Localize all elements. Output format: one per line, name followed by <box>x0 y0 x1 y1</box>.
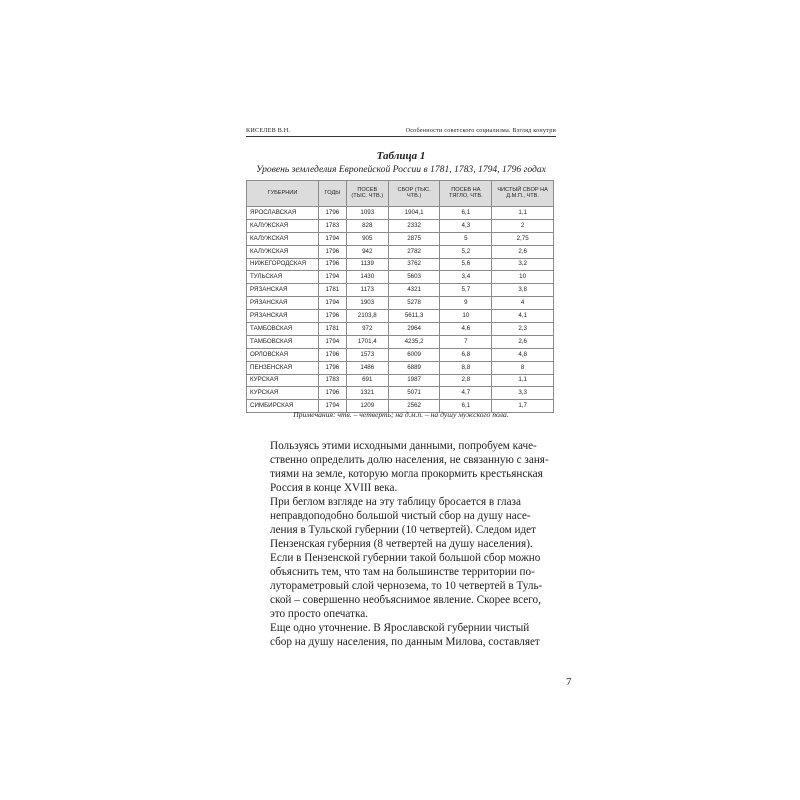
value-cell: 4,8 <box>492 348 554 361</box>
region-cell: НИЖЕГОРОДСКАЯ <box>247 258 319 271</box>
value-cell: 2,75 <box>492 232 554 245</box>
value-cell: 2 <box>492 219 554 232</box>
table-row <box>247 335 554 348</box>
table-row <box>247 297 554 310</box>
value-cell: 1794 <box>318 232 346 245</box>
value-cell: 2103,8 <box>346 310 388 323</box>
region-cell: РЯЗАНСКАЯ <box>247 297 319 310</box>
column-header: СБОР (ТЫС. ЧТВ.) <box>388 181 440 207</box>
value-cell: 2332 <box>388 219 440 232</box>
region-cell: ОРЛОВСКАЯ <box>247 348 319 361</box>
value-cell: 10 <box>440 310 492 323</box>
region-cell: СИМБИРСКАЯ <box>247 400 319 413</box>
value-cell: 905 <box>346 232 388 245</box>
value-cell: 1,1 <box>492 374 554 387</box>
table-row <box>247 258 554 271</box>
value-cell: 972 <box>346 323 388 336</box>
value-cell: 6,8 <box>440 348 492 361</box>
value-cell: 1486 <box>346 361 388 374</box>
value-cell: 1794 <box>318 297 346 310</box>
text-line: Еще одно уточнение. В Ярославской губернии чистый <box>270 622 530 634</box>
value-cell: 1093 <box>346 207 388 220</box>
value-cell: 1904,1 <box>388 207 440 220</box>
value-cell: 1,1 <box>492 207 554 220</box>
value-cell: 4 <box>492 297 554 310</box>
value-cell: 1321 <box>346 387 388 400</box>
value-cell: 1796 <box>318 258 346 271</box>
value-cell: 5 <box>440 232 492 245</box>
value-cell: 2,6 <box>492 335 554 348</box>
value-cell: 3762 <box>388 258 440 271</box>
table-row <box>247 387 554 400</box>
value-cell: 4,3 <box>440 219 492 232</box>
value-cell: 1781 <box>318 323 346 336</box>
value-cell: 1139 <box>346 258 388 271</box>
text-line: Пользуясь этими исходными данными, попробуем каче- <box>270 440 537 452</box>
value-cell: 1783 <box>318 374 346 387</box>
text-line: неправдоподобно большой чистый сбор на душу насе- <box>270 510 531 522</box>
header-author: КИСЕЛЕВ В.Н. <box>246 127 291 134</box>
value-cell: 4,7 <box>440 387 492 400</box>
text-line: Если в Пензенской губернии такой большой сбор можно <box>270 552 541 564</box>
region-cell: РЯЗАНСКАЯ <box>247 310 319 323</box>
column-header: ГОДЫ <box>318 181 346 207</box>
value-cell: 1209 <box>346 400 388 413</box>
value-cell: 6889 <box>388 361 440 374</box>
region-cell: ТАМБОВСКАЯ <box>247 323 319 336</box>
table-header-row <box>247 181 554 207</box>
value-cell: 1573 <box>346 348 388 361</box>
text-line: Пензенская губерния (8 четвертей на душу населения). <box>270 538 533 550</box>
value-cell: 5071 <box>388 387 440 400</box>
value-cell: 5,6 <box>440 258 492 271</box>
value-cell: 1796 <box>318 348 346 361</box>
value-cell: 691 <box>346 374 388 387</box>
value-cell: 1173 <box>346 284 388 297</box>
value-cell: 1987 <box>388 374 440 387</box>
value-cell: 3,2 <box>492 258 554 271</box>
value-cell: 3,4 <box>440 271 492 284</box>
value-cell: 4,6 <box>440 323 492 336</box>
value-cell: 5603 <box>388 271 440 284</box>
table-row <box>247 271 554 284</box>
body-paragraph <box>259 439 549 495</box>
region-cell: РЯЗАНСКАЯ <box>247 284 319 297</box>
value-cell: 2964 <box>388 323 440 336</box>
value-cell: 6009 <box>388 348 440 361</box>
region-cell: ЯРОСЛАВСКАЯ <box>247 207 319 220</box>
value-cell: 828 <box>346 219 388 232</box>
value-cell: 1796 <box>318 387 346 400</box>
value-cell: 2782 <box>388 245 440 258</box>
value-cell: 2,6 <box>492 245 554 258</box>
table-row <box>247 219 554 232</box>
table-row <box>247 310 554 323</box>
text-line: объяснить тем, что там на большинстве территории по- <box>270 566 535 578</box>
column-header: ЧИСТЫЙ СБОР НА Д.М.П., ЧТВ. <box>492 181 554 207</box>
agriculture-table <box>246 180 554 413</box>
region-cell: ТУЛЬСКАЯ <box>247 271 319 284</box>
value-cell: 1794 <box>318 271 346 284</box>
value-cell: 1794 <box>318 400 346 413</box>
value-cell: 2,8 <box>440 374 492 387</box>
value-cell: 10 <box>492 271 554 284</box>
table-body <box>247 207 554 413</box>
value-cell: 9 <box>440 297 492 310</box>
value-cell: 8 <box>492 361 554 374</box>
value-cell: 7 <box>440 335 492 348</box>
value-cell: 1430 <box>346 271 388 284</box>
running-header <box>246 127 556 137</box>
column-header: ГУБЕРНИИ <box>247 181 319 207</box>
text-line: это просто опечатка. <box>270 608 368 620</box>
text-line: лутораметровый слой чернозема, то 10 четвертей в Туль- <box>270 580 543 592</box>
region-cell: КУРСКАЯ <box>247 374 319 387</box>
header-running-title: Особенности советского социализма. Взгляд конутри <box>405 127 556 134</box>
table-row <box>247 232 554 245</box>
page-number: 7 <box>566 676 572 688</box>
value-cell: 1796 <box>318 310 346 323</box>
text-line: тиями на земле, которую могла прокормить крестьянская <box>270 468 543 480</box>
value-cell: 8,8 <box>440 361 492 374</box>
value-cell: 2875 <box>388 232 440 245</box>
text-line: Россия в конце XVIII века. <box>270 482 398 494</box>
value-cell: 2,3 <box>492 323 554 336</box>
column-header: ПОСЕВ (ТЫС. ЧТВ.) <box>346 181 388 207</box>
region-cell: ПЕНЗЕНСКАЯ <box>247 361 319 374</box>
body-text <box>259 439 549 649</box>
text-line: При беглом взгляде на эту таблицу бросается в глаза <box>270 496 521 508</box>
region-cell: КУРСКАЯ <box>247 387 319 400</box>
value-cell: 5,2 <box>440 245 492 258</box>
value-cell: 1783 <box>318 219 346 232</box>
table-note: Примечания: чтв. – четверть; на д.м.п. – на душу мужского пола. <box>293 410 509 419</box>
body-paragraph <box>259 621 549 649</box>
value-cell: 6,1 <box>440 207 492 220</box>
column-header: ПОСЕВ НА ТЯГЛО, ЧТВ. <box>440 181 492 207</box>
value-cell: 1796 <box>318 207 346 220</box>
value-cell: 942 <box>346 245 388 258</box>
value-cell: 5611,3 <box>388 310 440 323</box>
value-cell: 1,7 <box>492 400 554 413</box>
table-row <box>247 361 554 374</box>
value-cell: 2562 <box>388 400 440 413</box>
value-cell: 1796 <box>318 361 346 374</box>
value-cell: 1781 <box>318 284 346 297</box>
region-cell: ТАМБОВСКАЯ <box>247 335 319 348</box>
table-caption: Уровень земледелия Европейской России в 1781, 1783, 1794, 1796 годах <box>256 164 546 175</box>
value-cell: 1701,4 <box>346 335 388 348</box>
value-cell: 6,1 <box>440 400 492 413</box>
value-cell: 5278 <box>388 297 440 310</box>
value-cell: 4235,2 <box>388 335 440 348</box>
region-cell: КАЛУЖСКАЯ <box>247 232 319 245</box>
table-row <box>247 374 554 387</box>
value-cell: 3,3 <box>492 387 554 400</box>
table-title: Таблица 1 <box>376 150 426 162</box>
body-paragraph <box>259 495 549 621</box>
table-row <box>247 284 554 297</box>
value-cell: 1794 <box>318 335 346 348</box>
text-line: ления в Тульской губернии (10 четвертей). Следом идет <box>270 524 537 536</box>
value-cell: 3,8 <box>492 284 554 297</box>
value-cell: 4321 <box>388 284 440 297</box>
table-row <box>247 323 554 336</box>
value-cell: 5,7 <box>440 284 492 297</box>
value-cell: 4,1 <box>492 310 554 323</box>
table-row <box>247 207 554 220</box>
table-row <box>247 245 554 258</box>
region-cell: КАЛУЖСКАЯ <box>247 219 319 232</box>
text-line: ской – совершенно необъяснимое явление. Скорее всего, <box>270 594 541 606</box>
table-row <box>247 348 554 361</box>
text-line: сбор на душу населения, по данным Милова, составляет <box>270 636 540 648</box>
value-cell: 1903 <box>346 297 388 310</box>
text-line: ственно определить долю населения, не связанную с заня- <box>270 454 549 466</box>
value-cell: 1796 <box>318 245 346 258</box>
region-cell: КАЛУЖСКАЯ <box>247 245 319 258</box>
